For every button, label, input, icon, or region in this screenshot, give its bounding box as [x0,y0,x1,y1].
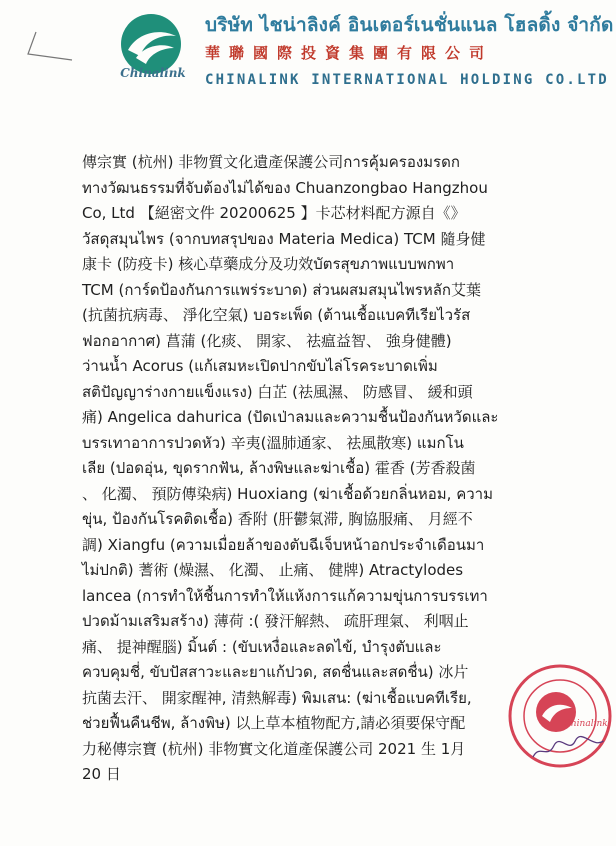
body-line: Co, Ltd 【絕密文件 20200625 】卡芯材料配方源自《》 [82,204,466,222]
body-line: (抗菌抗病毒、 淨化空氣) บอระเพ็ด (ต้านเชื้อแบคทีเรียไวรัส [82,306,471,324]
body-line: ควบคุมชี่, ขับปัสสาวะและยาแก้ปวด, สดชื่นและสดชื่น) 冰片 [82,663,469,681]
body-line: ปวดม้ามเสริมสร้าง) 薄荷 :( 發汗解熱、 疏肝理氣、 利咽止 [82,612,469,630]
body-line: 抗菌去汗、 開家醒神, 清熱解毒) พิมเสน: (ฆ่าเชื้อแบคทีเรีย, [82,688,472,707]
company-name-chinese: 華聯國際投資集團有限公司 [205,44,494,62]
body-line: TCM (การ์ดป้องกันการแพร่ระบาด) ส่วนผสมสมุนไพรหลัก艾葉 [82,280,482,299]
body-line: 康卡 (防疫卡) 核心草藥成分及功效บัตรสุขภาพแบบพกพา [82,255,455,273]
body-line: 20 日 [82,765,121,783]
stamp-label: Chinalink [564,719,608,729]
body-line: ทางวัฒนธรรมที่จับต้องไม่ได้ของ Chuanzongbao Hangzhou [82,178,488,197]
logo-wordmark: Chinalink [120,66,186,80]
body-line: 力秘傳宗寶 (杭州) 非物實文化道產保護公司 2021 生 1月 [82,739,466,758]
company-name-thai: บริษัท ไชน่าลิงค์ อินเตอร์เนชั่นแนล โฮลดิ้ง จำกัด [205,14,614,36]
body-line: 痛、 提神醒腦) มิ้นต์ : (ขับเหงื่อและลดไข้, บำรุงตับและ [82,637,442,656]
body-line: เลีย (ปอดอุ่น, ขุดรากฟัน, ล้างพิษและฆ่าเชื้อ) 霍香 (芳香殺菌 [82,459,476,477]
body-line: 、 化濁、 預防傳染病) Huoxiang (ฆ่าเชื้อด้วยกลิ่นหอม, ความ [82,484,493,503]
body-line: ว่านน้ำ Acorus (แก้เสมหะเปิดปากขับไล่โรคระบาดเพิ่ม [82,357,438,375]
body-line: ฟอกอากาศ) 菖蒲 (化痰、 開家、 祛瘟益智、 強身健體) [82,331,452,350]
body-line: lancea (การทำให้ชื้นการทำให้แห้งการแก้ความขุ่นการบรรเทา [82,586,488,605]
body-line: 傳宗實 (杭州) 非物質文化遺產保護公司การคุ้มครองมรดก [82,153,460,171]
body-line: ช่วยฟื้นคืนชีพ, ล้างพิษ) 以上草本植物配方,請必須要保守配 [82,714,466,732]
company-name-english: CHINALINK INTERNATIONAL HOLDING CO.LTD [205,72,609,88]
body-line: 痛) Angelica dahurica (ปัดเป่าลมและความชื้นป้องกันหวัดและ [82,408,499,426]
body-line: สติปัญญาร่างกายแข็งแรง) 白芷 (祛風濕、 防感冒、 緩和頭 [82,382,473,401]
pen-mark [14,22,84,82]
document-body [82,150,562,788]
body-line: ไม่ปกติ) 蓍術 (燥濕、 化濁、 止痛、 健牌) Atractylodes [82,561,464,579]
body-line: 調) Xiangfu (ความเมื่อยล้าของตับฉีเจ็บหน้าอกประจำเดือนมา [82,535,485,554]
body-line: วัสดุสมุนไพร (จากบทสรุปของ Materia Medica) TCM 隨身健 [82,229,486,248]
body-line: บรรเทาอาการปวดหัว) 辛夷(溫肺通家、 祛風散寒) แมกโน [82,433,464,452]
chinalink-logo [110,10,192,94]
body-line: ขุ่น, ป้องกันโรคติดเชื้อ) 香附 (肝鬱氣滞, 胸協服痛、 月經不 [82,510,473,528]
